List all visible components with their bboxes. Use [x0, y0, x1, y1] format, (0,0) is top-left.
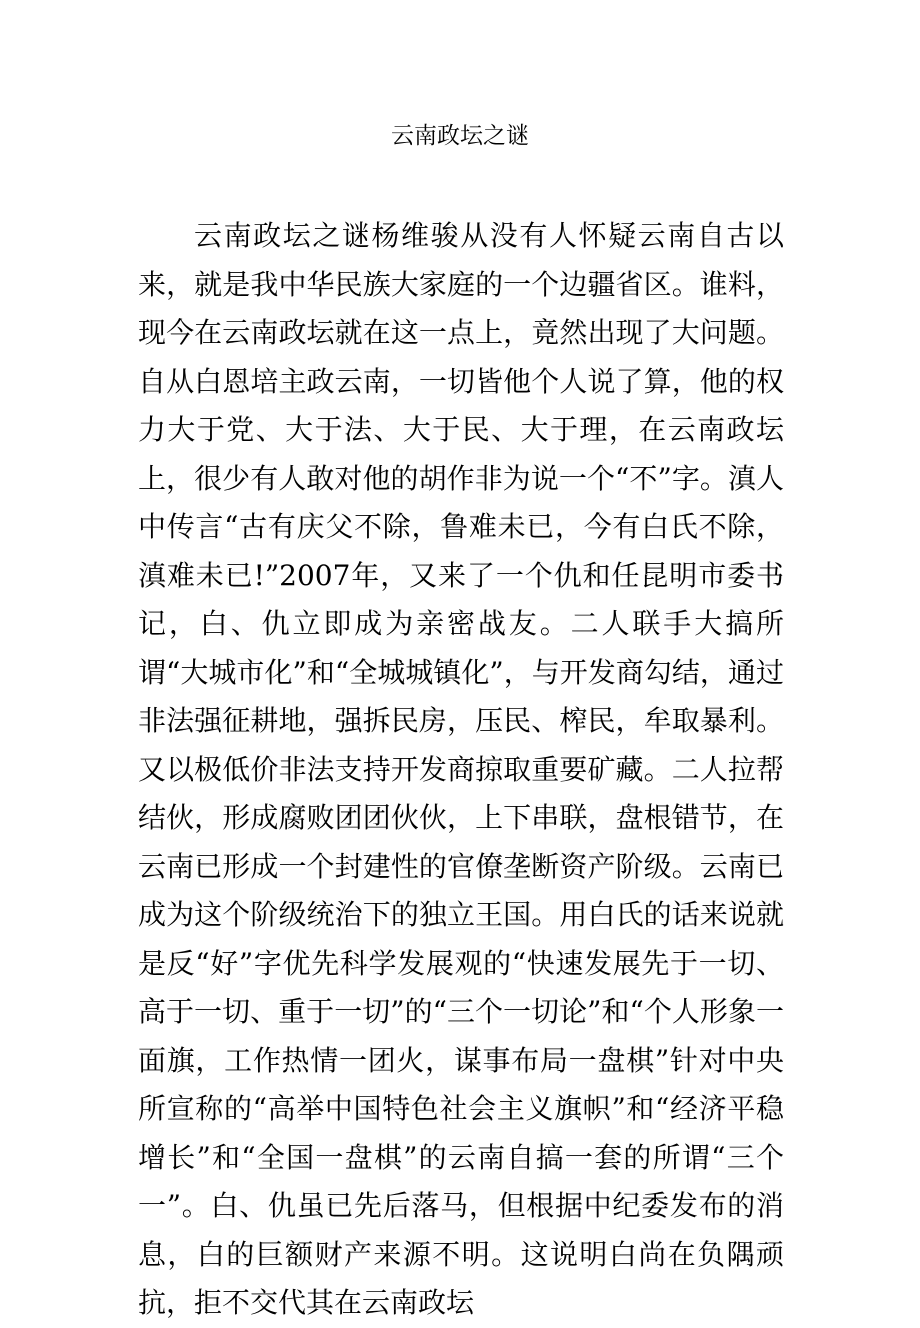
document-title: 云南政坛之谜 [391, 123, 529, 149]
document-body-paragraph: 云南政坛之谜杨维骏从没有人怀疑云南自古以来，就是我中华民族大家庭的一个边疆省区。谁料，现今在云南政坛就在这一点上，竟然出现了大问题。自从白恩培主政云南，一切皆他个人说了算，他的权力大于党、大于法、大于民、大于理，在云南政坛上，很少有人敢对他的胡作非为说一个“不”字。滇人中传言“古有庆父不除，鲁难未已，今有白氏不除，滇难未已!”2007年，又来了一个仇和任昆明市委书记，白、仇立即成为亲密战友。二人联手大搞所谓“大城市化”和“全城城镇化”，与开发商勾结，通过非法强征耕地，强拆民房，压民、榨民，牟取暴利。又以极低价非法支持开发商掠取重要矿藏。二人拉帮结伙，形成腐败团团伙伙，上下串联，盘根错节，在云南已形成一个封建性的官僚垄断资产阶级。云南已成为这个阶级统治下的独立王国。用白氏的话来说就是反“好”字优先科学发展观的“快速发展先于一切、高于一切、重于一切”的“三个一切论”和“个人形象一面旗，工作热情一团火，谋事布局一盘棋”针对中央所宣称的“高举中国特色社会主义旗帜”和“经济平稳增长”和“全国一盘棋”的云南自搞一套的所谓“三个一”。白、仇虽已先后落马，但根据中纪委发布的消息，白的巨额财产来源不明。这说明白尚在负隅顽抗，拒不交代其在云南政坛 [138, 219, 784, 1319]
